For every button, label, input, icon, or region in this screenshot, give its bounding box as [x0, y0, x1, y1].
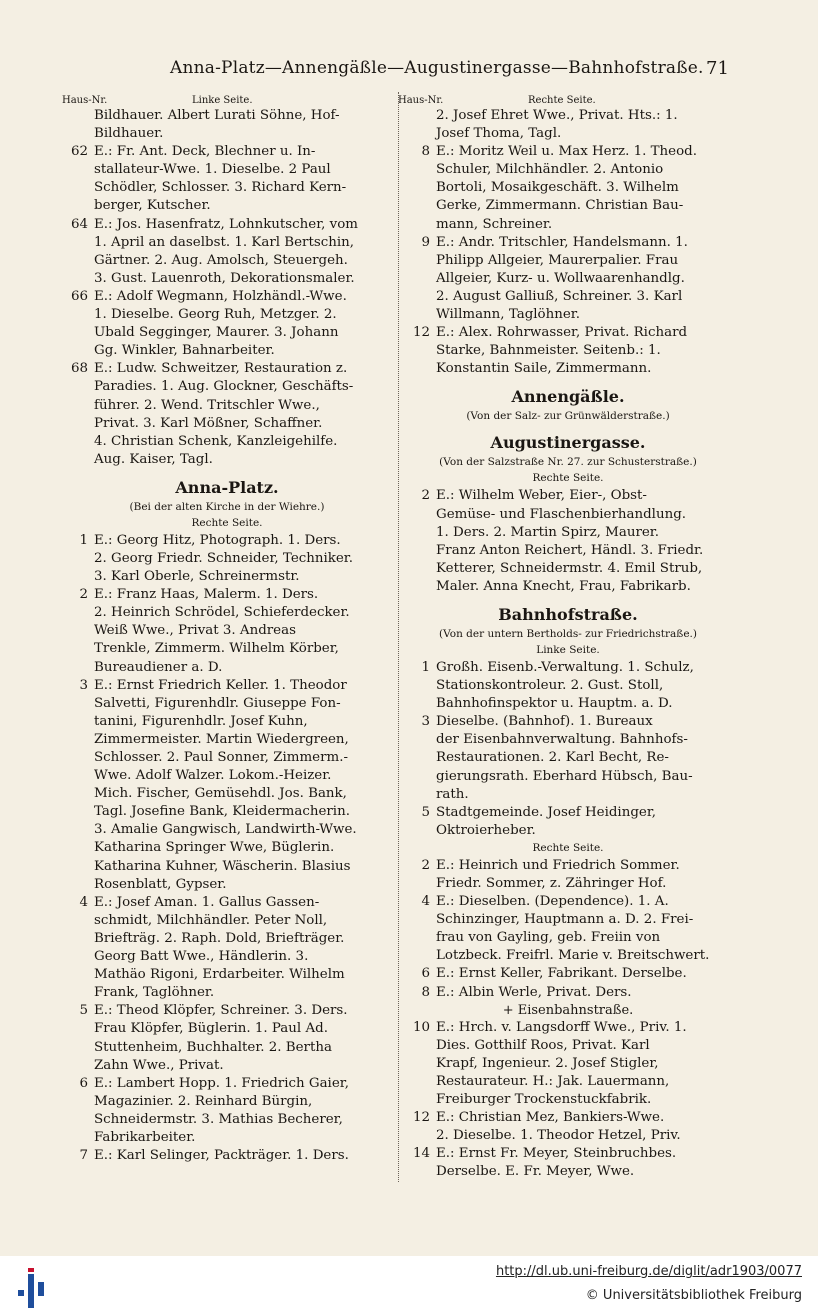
page-header — [0, 58, 818, 82]
address-entry — [64, 288, 390, 360]
entry-text: E.: Franz Haas, Malerm. 1. Ders. 2. Heinrich Schrödel, Schieferdecker. Weiß Wwe., Privat 3. Andreas Trenkle, Zimmerm. Wilhelm Körber, Bureaudiener a. D. — [94, 587, 350, 675]
house-number: 66 — [70, 288, 88, 304]
address-entry — [406, 324, 730, 378]
section-subtitle: (Von der untern Bertholds- zur Friedrichstraße.) — [439, 627, 697, 640]
house-number: 1 — [79, 532, 88, 548]
permalink-url[interactable]: http://dl.ub.uni-freiburg.de/diglit/adr1903/0077 — [495, 1264, 802, 1279]
left-column-head — [64, 90, 390, 107]
address-entry — [64, 894, 390, 1003]
entry-text: Großh. Eisenb.-Verwaltung. 1. Schulz, Stationskontroleur. 2. Gust. Stoll, Bahnhofinspektor u. Hauptm. a. D. — [436, 659, 694, 712]
house-number: 4 — [421, 894, 430, 910]
side-label: Rechte Seite. — [532, 841, 604, 854]
column-divider — [398, 92, 400, 1182]
bahnhofstrasse-left-entries — [406, 659, 730, 840]
entry-text: E.: Lambert Hopp. 1. Friedrich Gaier, Magazinier. 2. Reinhard Bürgin, Schneidermstr. 3. Mathias Becherer, Fabrikarbeiter. — [94, 1075, 349, 1145]
house-number: 3 — [79, 677, 88, 693]
entry-text: E.: Ernst Fr. Meyer, Steinbruchbes. Derselbe. E. Fr. Meyer, Wwe. — [436, 1146, 677, 1180]
house-number: 4 — [79, 894, 88, 910]
running-title: Anna-Platz—Annengäßle—Augustinergasse—Bahnhofstraße. — [170, 58, 704, 78]
house-number: 12 — [412, 1110, 430, 1126]
house-number: 68 — [70, 361, 88, 377]
address-entry — [64, 216, 390, 288]
house-number: 6 — [79, 1075, 88, 1091]
entry-text: E.: Dieselben. (Dependence). 1. A. Schinzinger, Hauptmann a. D. 2. Frei- frau von Gayling, geb. Freiin von Lotzbeck. Freifrl. Marie v. Breitschwert. — [436, 894, 710, 964]
left-entries — [64, 107, 390, 469]
house-number: 8 — [421, 984, 430, 1000]
address-entry — [64, 143, 390, 215]
entry-text: Bildhauer. Albert Lurati Söhne, Hof- Bildhauer. — [94, 108, 340, 142]
copyright-text: © Universitätsbibliothek Freiburg — [585, 1288, 802, 1303]
hausnr-label: Haus-Nr. — [62, 95, 108, 106]
house-number: 6 — [421, 966, 430, 982]
entry-text: E.: Josef Aman. 1. Gallus Gassen- schmidt, Milchhändler. Peter Noll, Briefträg. 2. Raph. Dold, Briefträger. Georg Batt Wwe., Händlerin. 3. Mathäo Rigoni, Erdarbeiter. Wilhelm Frank, Taglöhner. — [94, 894, 345, 1001]
address-entry — [64, 532, 390, 586]
house-number: 9 — [421, 234, 430, 250]
viewer-footer — [0, 1256, 818, 1314]
house-number: 64 — [70, 216, 88, 232]
anna-platz-entries — [64, 532, 390, 1165]
entry-text: E.: Adolf Wegmann, Holzhändl.-Wwe. 1. Dieselbe. Georg Ruh, Metzger. 2. Ubald Segginger, Maurer. 3. Johann Gg. Winkler, Bahnarbeiter. — [94, 288, 347, 359]
entry-text: E.: Andr. Tritschler, Handelsmann. 1. Philipp Allgeier, Maurerpalier. Frau Allgeier, Kurz- u. Wollwaarenhandlg. 2. August Galliuß, Schreiner. 3. Karl Willmann, Taglöhner. — [436, 234, 688, 323]
address-entry — [64, 1147, 390, 1165]
entry-text: E.: Theod Klöpfer, Schreiner. 3. Ders. Frau Klöpfer, Büglerin. 1. Paul Ad. Stuttenheim, Buchhalter. 2. Bertha Zahn Wwe., Privat. — [94, 1003, 348, 1073]
address-entry — [406, 487, 730, 596]
address-entry — [406, 965, 730, 983]
house-number: 2 — [79, 587, 88, 603]
section-title-augustinergasse: Augustinergasse. — [490, 433, 646, 453]
entry-text: E.: Fr. Ant. Deck, Blechner u. In- stallateur-Wwe. 1. Dieselbe. 2 Paul Schödler, Schlosser. 3. Richard Kern- berger, Kutscher. — [94, 144, 347, 214]
house-number: 3 — [421, 714, 430, 730]
side-label: Linke Seite. — [192, 95, 253, 106]
section-subtitle: (Von der Salz- zur Grünwälderstraße.) — [466, 410, 670, 423]
house-number: 10 — [412, 1019, 430, 1035]
entry-text: Dieselbe. (Bahnhof). 1. Bureaux der Eisenbahnverwaltung. Bahnhofs- Restaurationen. 2. Karl Becht, Re- gierungsrath. Eberhard Hübsch, Bau- rath. — [436, 714, 693, 802]
address-entry — [64, 107, 390, 143]
section-subtitle: (Von der Salzstraße Nr. 27. zur Schusterstraße.) — [439, 456, 697, 469]
side-label: Linke Seite. — [536, 643, 600, 656]
section-subtitle: (Bei der alten Kirche in der Wiehre.) — [129, 500, 325, 513]
entry-text: E.: Moritz Weil u. Max Herz. 1. Theod. Schuler, Milchhändler. 2. Antonio Bortoli, Mosaikgeschäft. 3. Wilhelm Gerke, Zimmermann. Christian Bau- mann, Schreiner. — [436, 144, 697, 232]
library-logo-icon — [18, 1268, 50, 1308]
bahnhofstrasse-right-entries — [406, 857, 730, 1002]
address-entry — [64, 360, 390, 469]
address-entry — [406, 1145, 730, 1181]
entry-text: E.: Karl Selinger, Packträger. 1. Ders. — [94, 1148, 349, 1164]
right-entries — [406, 107, 730, 378]
augustinergasse-entries — [406, 487, 730, 596]
entry-text: E.: Ernst Friedrich Keller. 1. Theodor Salvetti, Figurenhdlr. Giuseppe Fon- tanini, Figurenhdlr. Josef Kuhn, Zimmermeister. Martin Wiedergreen, Schlosser. 2. Paul Sonner, Zimmerm.- Wwe. Adolf Walzer. Lokom.-Heizer. Mich. Fischer, Gemüsehdl. Jos. Bank, Tagl. Josefine Bank, Kleidermacherin. 3. Amalie Gangwisch, Landwirth-Wwe. Katharina Springer Wwe, Büglerin. Katharina Kuhner, Wäscherin. Blasius Rosenblatt, Gypser. — [94, 677, 357, 892]
entry-text: E.: Christian Mez, Bankiers-Wwe. 2. Dieselbe. 1. Theodor Hetzel, Priv. — [436, 1110, 681, 1144]
entry-text: E.: Heinrich und Friedrich Sommer. Friedr. Sommer, z. Zähringer Hof. — [436, 857, 680, 891]
address-entry — [64, 586, 390, 676]
house-number: 8 — [421, 144, 430, 160]
house-number — [64, 107, 94, 143]
entry-text: E.: Georg Hitz, Photograph. 1. Ders. 2. Georg Friedr. Schneider, Techniker. 3. Karl Oberle, Schreinermstr. — [94, 532, 353, 585]
address-entry — [406, 713, 730, 803]
side-label: Rechte Seite. — [532, 472, 604, 485]
entry-text: E.: Albin Werle, Privat. Ders. — [436, 984, 632, 1000]
address-entry — [406, 659, 730, 713]
house-number: 12 — [412, 325, 430, 341]
crossing-street: + Eisenbahnstraße. — [502, 1002, 634, 1018]
side-label: Rechte Seite. — [191, 516, 263, 529]
entry-text: E.: Hrch. v. Langsdorff Wwe., Priv. 1. Dies. Gotthilf Roos, Privat. Karl Krapf, Ingenieur. 2. Josef Stigler, Restaurateur. H.: Jak. Lauermann, Freiburger Trockenstuckfabrik. — [436, 1019, 687, 1108]
address-entry — [406, 234, 730, 324]
section-title-anna-platz: Anna-Platz. — [175, 477, 279, 497]
address-entry — [64, 677, 390, 894]
side-label: Rechte Seite. — [528, 95, 596, 106]
house-number: 5 — [79, 1003, 88, 1019]
bahnhofstrasse-after-entries — [406, 1019, 730, 1182]
address-entry — [64, 1002, 390, 1074]
entry-text: E.: Wilhelm Weber, Eier-, Obst- Gemüse- und Flaschenbierhandlung. 1. Ders. 2. Martin Spirz, Maurer. Franz Anton Reichert, Händl. 3. Friedr. Ketterer, Schneidermstr. 4. Emil Strub, Maler. Anna Knecht, Frau, Fabrikarb. — [436, 488, 704, 594]
house-number: 62 — [70, 144, 88, 160]
page-number: 71 — [706, 58, 729, 79]
house-number: 5 — [421, 804, 430, 820]
address-entry — [406, 1109, 730, 1145]
entry-text: E.: Ludw. Schweitzer, Restauration z. Paradies. 1. Aug. Glockner, Geschäfts- führer. 2. Wend. Tritschler Wwe., Privat. 3. Karl Mößner, Schaffner. 4. Christian Schenk, Kanzleigehilfe. Aug. Kaiser, Tagl. — [94, 361, 354, 467]
address-entry — [64, 1075, 390, 1147]
entry-text: E.: Alex. Rohrwasser, Privat. Richard Starke, Bahnmeister. Seitenb.: 1. Konstantin Saile, Zimmermann. — [436, 325, 688, 377]
entry-text: E.: Ernst Keller, Fabrikant. Derselbe. — [436, 966, 687, 982]
house-number: 2 — [421, 488, 430, 504]
house-number: 1 — [421, 659, 430, 675]
section-title-annengaessle: Annengäßle. — [511, 387, 625, 407]
address-entry — [406, 893, 730, 965]
house-number: 14 — [412, 1146, 430, 1162]
section-title-bahnhofstrasse: Bahnhofstraße. — [498, 604, 638, 624]
address-entry — [406, 107, 730, 143]
address-entry — [406, 143, 730, 233]
entry-text: Stadtgemeinde. Josef Heidinger, Oktroierheber. — [436, 804, 657, 838]
left-column — [64, 90, 390, 1165]
right-column-head — [398, 90, 730, 107]
entry-text: 2. Josef Ehret Wwe., Privat. Hts.: 1. Josef Thoma, Tagl. — [436, 108, 678, 142]
address-entry — [406, 1019, 730, 1109]
address-entry — [406, 804, 730, 840]
house-number: 2 — [421, 857, 430, 873]
entry-text: E.: Jos. Hasenfratz, Lohnkutscher, vom 1. April an daselbst. 1. Karl Bertschin, Gärtner. 2. Aug. Amolsch, Steuergeh. 3. Gust. Lauenroth, Dekorationsmaler. — [94, 216, 358, 286]
house-number: 7 — [79, 1148, 88, 1164]
house-number — [406, 107, 436, 143]
address-entry — [406, 984, 730, 1002]
right-column — [398, 90, 730, 1182]
address-entry — [406, 857, 730, 893]
hausnr-label: Haus-Nr. — [398, 95, 444, 106]
